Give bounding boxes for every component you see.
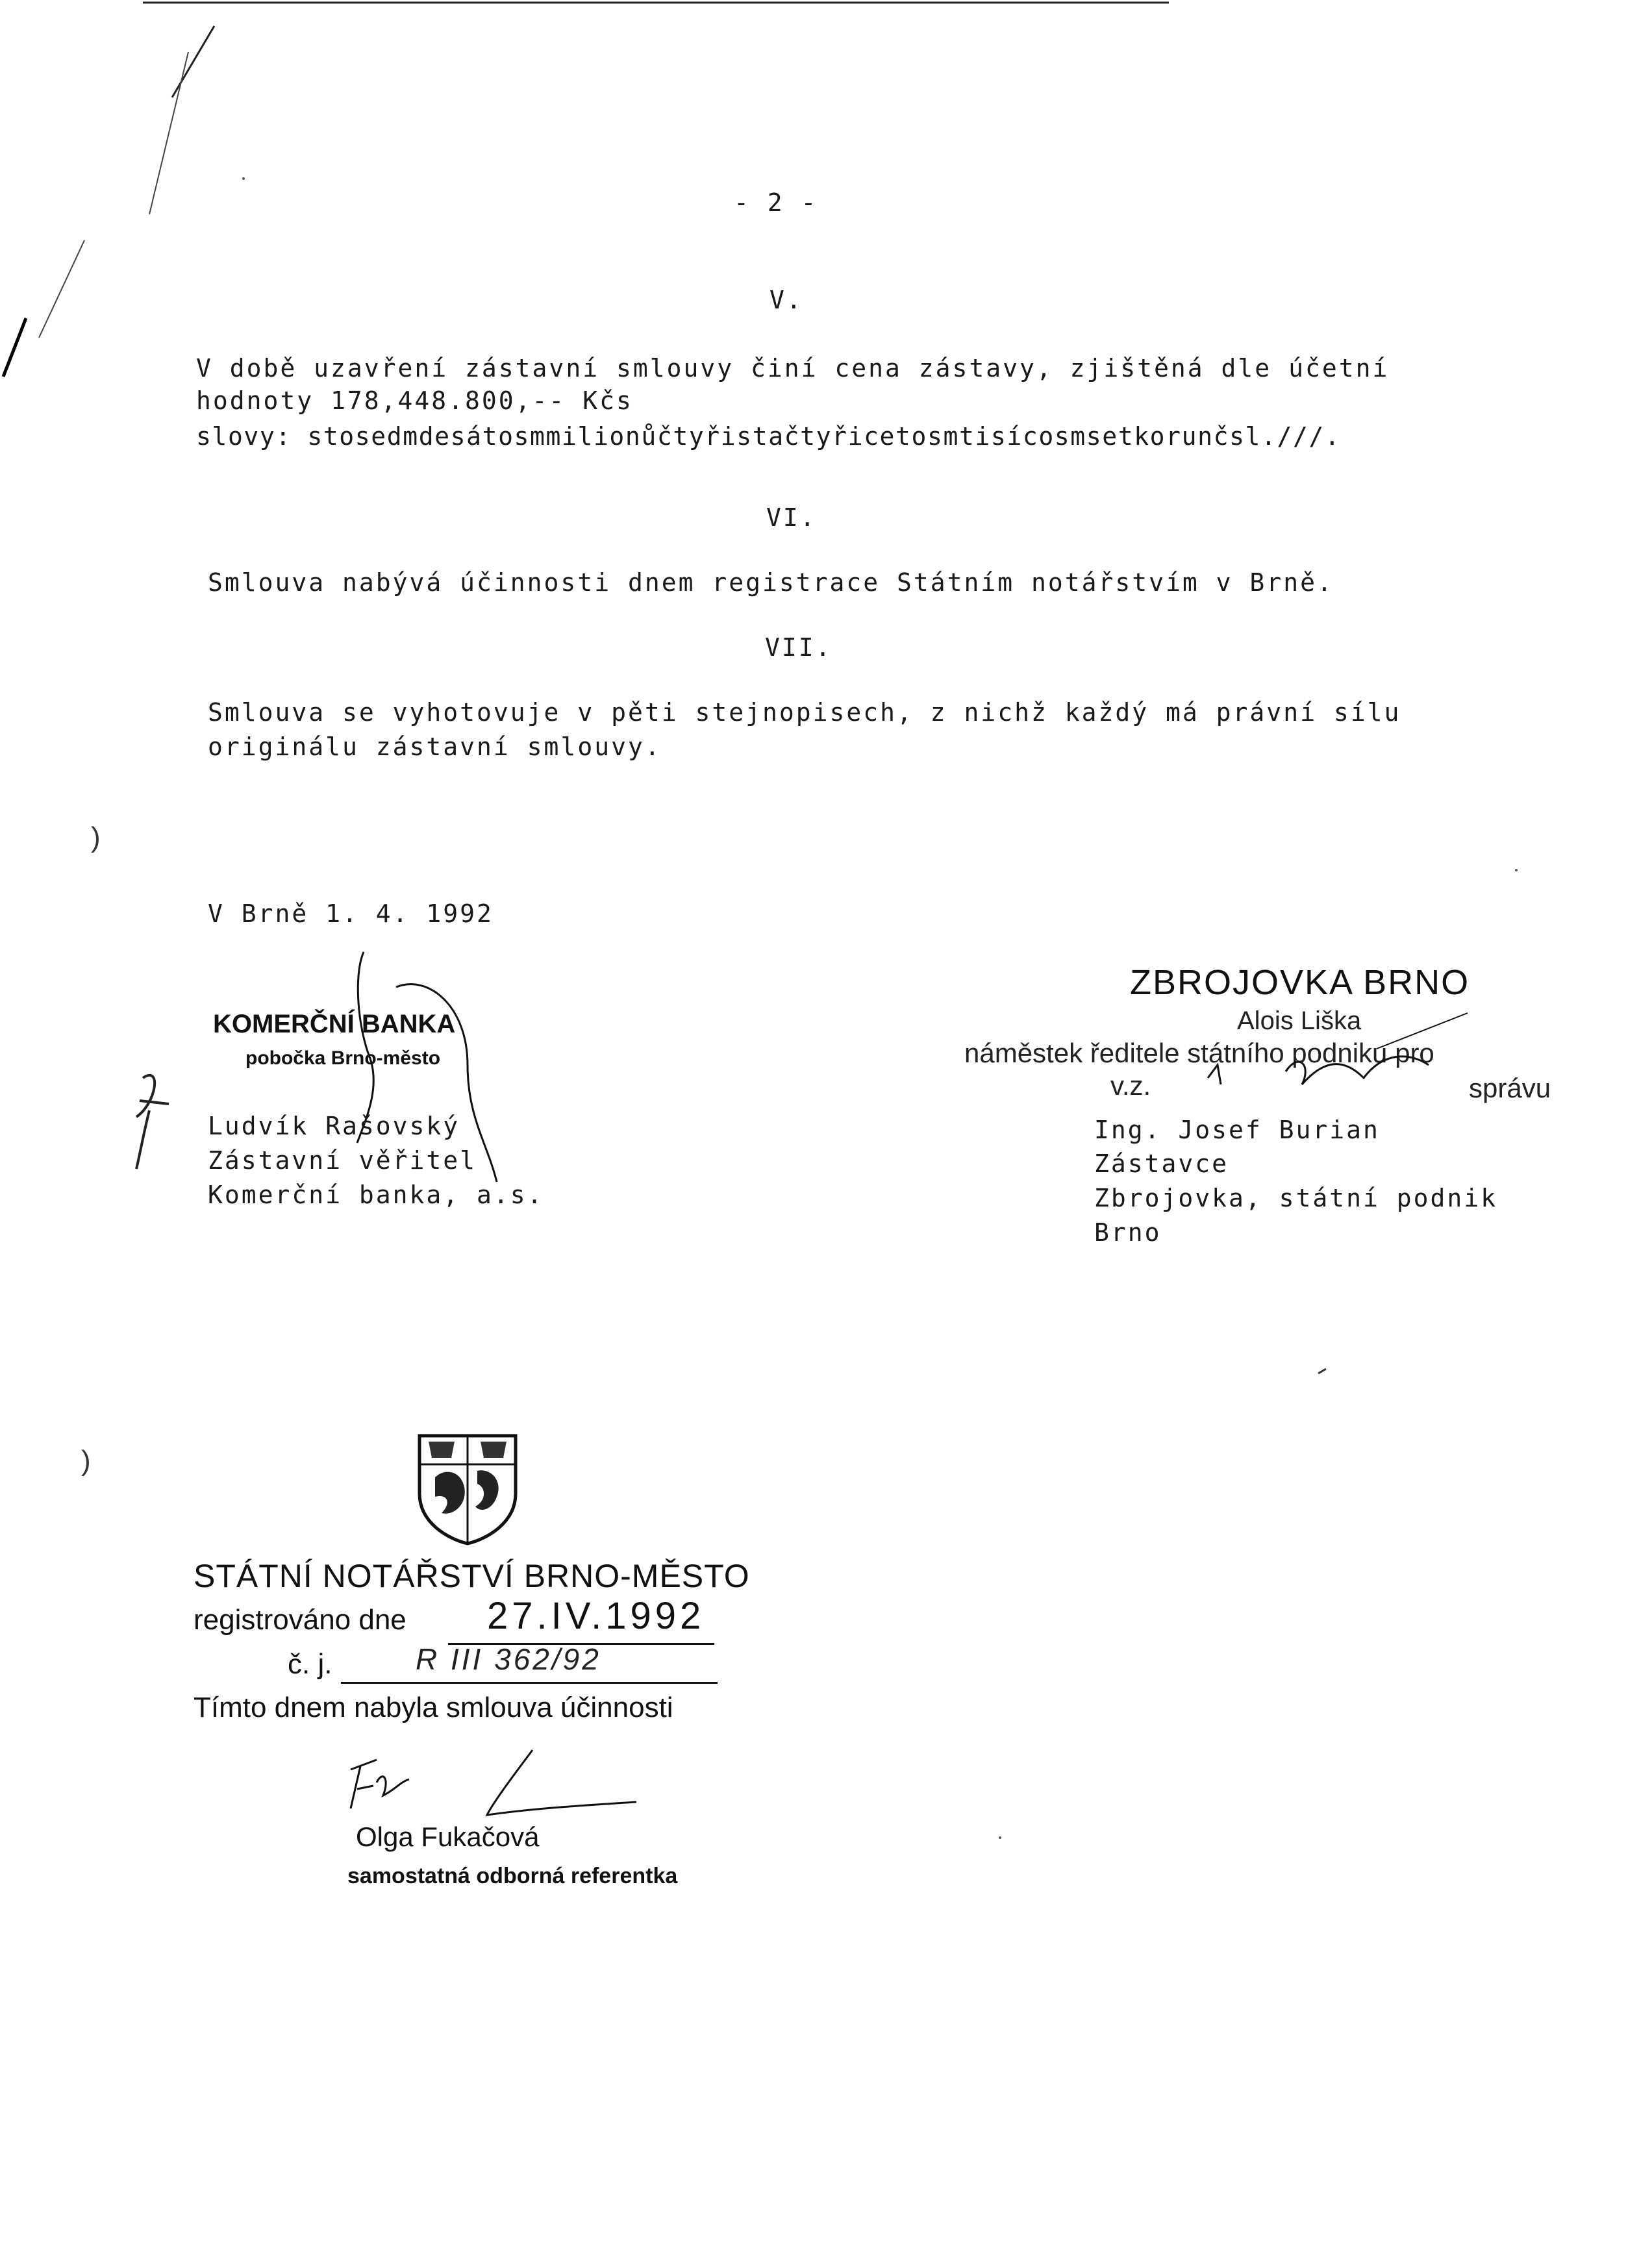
- number-value: R III 362/92: [416, 1642, 601, 1676]
- signer-name: Alois Liška: [1237, 1007, 1362, 1035]
- number-line: [341, 1682, 718, 1684]
- registered-label: registrováno dne: [194, 1604, 407, 1636]
- signature-mark: [338, 1744, 643, 1821]
- section-vii-heading: VII.: [765, 633, 832, 662]
- section-vii-line-1: Smlouva se vyhotovuje v pěti stejnopisech, z nichž každý má právní sílu: [208, 698, 1401, 727]
- section-v-line-2: hodnoty 178,448.800,-- Kčs: [196, 386, 633, 415]
- section-vi-line-1: Smlouva nabývá účinnosti dnem registrace Státním notářstvím v Brně.: [208, 568, 1334, 597]
- pledgor-name: Ing. Josef Burian: [1094, 1116, 1380, 1144]
- signer-role-prefix: v.z.: [1110, 1070, 1151, 1101]
- signature-mark: [123, 948, 578, 1221]
- bank-stamp-title: KOMERČNÍ BANKA: [213, 1010, 456, 1038]
- hole-punch-mark: ): [91, 821, 101, 853]
- bank-signer-name: Ludvík Rašovský: [208, 1112, 460, 1140]
- section-vii-line-2: originálu zástavní smlouvy.: [208, 732, 662, 761]
- signature-mark: [1169, 987, 1494, 1117]
- section-vi-heading: VI.: [766, 503, 817, 532]
- pledgor-city: Brno: [1094, 1218, 1162, 1247]
- bank-name: Komerční banka, a.s.: [208, 1181, 544, 1209]
- signer-role-line-2: správu: [1469, 1073, 1551, 1103]
- officer-name: Olga Fukačová: [356, 1821, 540, 1852]
- section-v-heading: V.: [770, 286, 803, 314]
- notary-title: STÁTNÍ NOTÁŘSTVÍ BRNO-MĚSTO: [194, 1558, 750, 1594]
- pledgor-role: Zástavce: [1094, 1149, 1229, 1178]
- bank-signer-role: Zástavní věřitel: [208, 1146, 477, 1175]
- page-number: - 2 -: [734, 188, 818, 217]
- zbrojovka-stamp-title: ZBROJOVKA BRNO: [1130, 963, 1470, 1002]
- pledgor-org: Zbrojovka, státní podnik: [1094, 1184, 1498, 1212]
- section-v-line-3: slovy: stosedmdesátosmmilionůčtyřistačtyřicetosmtisícosmsetkorunčsl.///.: [196, 422, 1341, 451]
- hole-punch-mark: ): [81, 1445, 91, 1477]
- number-label: č. j.: [288, 1648, 332, 1680]
- officer-role: samostatná odborná referentka: [347, 1864, 678, 1888]
- section-v-line-1: V době uzavření zástavní smlouvy činí cena zástavy, zjištěná dle účetní: [196, 354, 1390, 382]
- bank-stamp-branch: pobočka Brno-město: [245, 1047, 441, 1069]
- state-emblem-icon: [416, 1432, 519, 1545]
- effect-text: Tímto dnem nabyla smlouva účinnosti: [194, 1692, 673, 1723]
- place-date: V Brně 1. 4. 1992: [208, 899, 494, 928]
- signer-role-line-1: náměstek ředitele státního podniku pro: [964, 1038, 1434, 1068]
- registered-date: 27.IV.1992: [487, 1595, 705, 1637]
